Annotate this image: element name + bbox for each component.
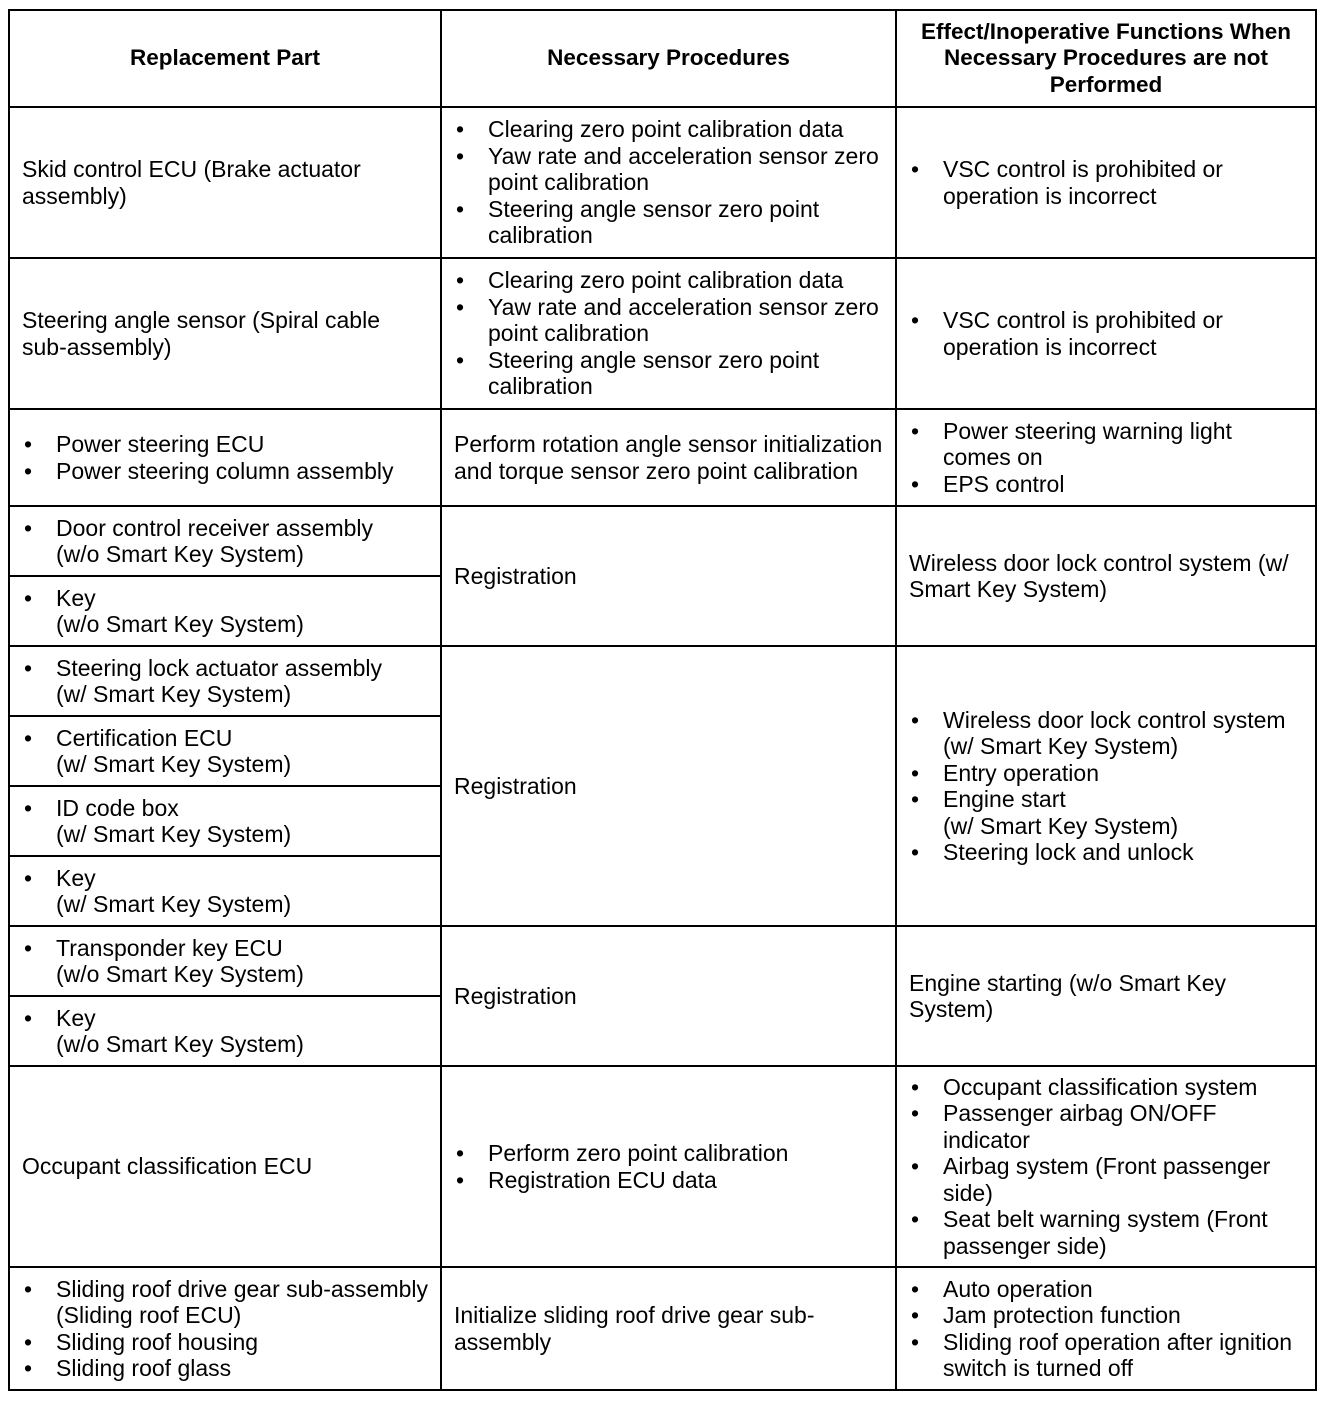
effect-cell [896, 646, 1316, 926]
procedures-cell: Registration [441, 506, 896, 646]
list-item: • Steering lock and unlock [909, 839, 1303, 866]
part-cell [9, 856, 441, 926]
list-item: • Steering angle sensor zero point calibration [454, 196, 883, 249]
header-effect: Effect/Inoperative Functions When Necessary Procedures are not Performed [896, 10, 1316, 107]
list-item: • Transponder key ECU (w/o Smart Key System) [22, 935, 428, 988]
procedures-cell: Registration [441, 646, 896, 926]
procedure-list [454, 116, 883, 249]
list-item: • Passenger airbag ON/OFF indicator [909, 1100, 1303, 1153]
list-item: • Power steering ECU [22, 431, 428, 458]
list-item: • Occupant classification system [909, 1074, 1303, 1101]
list-item: • Jam protection function [909, 1302, 1303, 1329]
effect-cell [896, 1267, 1316, 1390]
part-cell [9, 786, 441, 856]
list-item: • Power steering warning light comes on [909, 418, 1303, 471]
list-item: • Steering lock actuator assembly (w/ Smart Key System) [22, 655, 428, 708]
list-item: • Clearing zero point calibration data [454, 267, 883, 294]
table-row [9, 1267, 1316, 1390]
list-item: • Airbag system (Front passenger side) [909, 1153, 1303, 1206]
table-row [9, 506, 1316, 576]
table-row [9, 409, 1316, 506]
header-necessary-procedures: Necessary Procedures [441, 10, 896, 107]
procedures-cell [441, 258, 896, 409]
procedures-cell: Perform rotation angle sensor initialization and torque sensor zero point calibration [441, 409, 896, 506]
effect-cell [896, 409, 1316, 506]
list-item: • Sliding roof operation after ignition switch is turned off [909, 1329, 1303, 1382]
part-cell [9, 1267, 441, 1390]
procedures-cell [441, 107, 896, 258]
part-cell: Skid control ECU (Brake actuator assembly) [9, 107, 441, 258]
list-item: • Power steering column assembly [22, 458, 428, 485]
header-replacement-part: Replacement Part [9, 10, 441, 107]
part-cell [9, 506, 441, 576]
part-cell [9, 576, 441, 646]
list-item: • Clearing zero point calibration data [454, 116, 883, 143]
part-cell: Steering angle sensor (Spiral cable sub-assembly) [9, 258, 441, 409]
list-item: • Sliding roof housing [22, 1329, 428, 1356]
list-item: • Certification ECU (w/ Smart Key System) [22, 725, 428, 778]
part-cell: Occupant classification ECU [9, 1066, 441, 1267]
effect-cell: Engine starting (w/o Smart Key System) [896, 926, 1316, 1066]
part-cell [9, 716, 441, 786]
list-item: • VSC control is prohibited or operation is incorrect [909, 307, 1303, 360]
part-cell [9, 996, 441, 1066]
effect-cell [896, 258, 1316, 409]
list-item: • EPS control [909, 471, 1303, 498]
list-item: • Entry operation [909, 760, 1303, 787]
list-item: • Perform zero point calibration [454, 1140, 883, 1167]
list-item: • Engine start (w/ Smart Key System) [909, 786, 1303, 839]
list-item: • Steering angle sensor zero point calibration [454, 347, 883, 400]
part-cell [9, 409, 441, 506]
list-item: • Key (w/o Smart Key System) [22, 585, 428, 638]
table-row [9, 926, 1316, 996]
table-row [9, 1066, 1316, 1267]
list-item: • Registration ECU data [454, 1167, 883, 1194]
table-row [9, 107, 1316, 258]
list-item: • Wireless door lock control system (w/ Smart Key System) [909, 707, 1303, 760]
effect-cell: Wireless door lock control system (w/ Smart Key System) [896, 506, 1316, 646]
list-item: • Key (w/o Smart Key System) [22, 1005, 428, 1058]
replacement-procedures-table [8, 9, 1317, 1391]
list-item: • Key (w/ Smart Key System) [22, 865, 428, 918]
effect-cell [896, 1066, 1316, 1267]
list-item: • Door control receiver assembly (w/o Smart Key System) [22, 515, 428, 568]
procedures-cell: Initialize sliding roof drive gear sub-assembly [441, 1267, 896, 1390]
part-cell [9, 926, 441, 996]
procedures-cell: Registration [441, 926, 896, 1066]
list-item: • Auto operation [909, 1276, 1303, 1303]
table-row [9, 258, 1316, 409]
list-item: • Yaw rate and acceleration sensor zero point calibration [454, 294, 883, 347]
header-row [9, 10, 1316, 107]
list-item: • VSC control is prohibited or operation is incorrect [909, 156, 1303, 209]
table-row [9, 646, 1316, 716]
list-item: • Yaw rate and acceleration sensor zero point calibration [454, 143, 883, 196]
procedures-cell [441, 1066, 896, 1267]
effect-cell [896, 107, 1316, 258]
list-item: • Seat belt warning system (Front passenger side) [909, 1206, 1303, 1259]
list-item: • ID code box (w/ Smart Key System) [22, 795, 428, 848]
list-item: • Sliding roof drive gear sub-assembly (Sliding roof ECU) [22, 1276, 428, 1329]
part-cell [9, 646, 441, 716]
list-item: • Sliding roof glass [22, 1355, 428, 1382]
